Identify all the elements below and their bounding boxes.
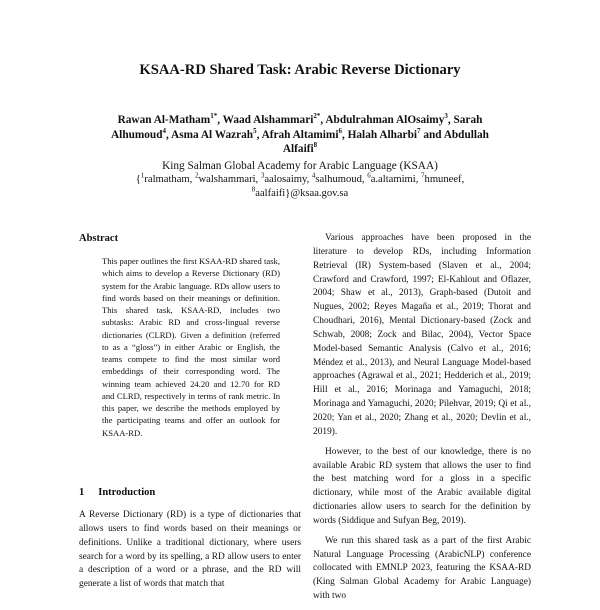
introduction-paragraph: A Reverse Dictionary (RD) is a type of dictionaries that allows users to find words based on their meanings or definitions. Unlike a traditional dictionary, where users search for a word by its spelling, a RD allow users to enter a description of a word or a phrase, and the RD will generate a list of words that match that bbox=[79, 510, 301, 590]
author-name: , Halah Alharbi bbox=[341, 128, 417, 141]
author-name: , Abdulrahman AlOsaimy bbox=[320, 114, 445, 126]
author-name: , Asma Al Wazrah bbox=[166, 128, 254, 141]
email-marker: 3 bbox=[260, 171, 265, 180]
author-name: , Sarah Alhumoud bbox=[111, 114, 483, 141]
author-name: , Afrah Altamimi bbox=[256, 128, 339, 141]
author-name: Rawan Al-Matham bbox=[117, 114, 211, 126]
author-name: , Waad Alshammari bbox=[217, 114, 314, 126]
author-affiliation-marker: 5 bbox=[253, 126, 257, 135]
email-marker: 4 bbox=[311, 171, 316, 180]
right-column bbox=[313, 232, 531, 610]
email-marker: 2 bbox=[194, 171, 199, 180]
gap-paragraph: However, to the best of our knowledge, there is no available Arabic RD system that allows the user to find the best matching word for a gloss in a specific dictionary, while most of the Arabic available digital dictionaries allow users to search for the definition by words (Siddique and Sufyan Beg, 2019). bbox=[313, 446, 531, 526]
email-part: ralmatham, bbox=[144, 174, 195, 185]
author-affiliation-marker: 4 bbox=[162, 126, 167, 135]
section-title: Introduction bbox=[98, 487, 156, 498]
author-affiliation-marker: 8 bbox=[313, 141, 318, 150]
related-work-paragraph: Various approaches have been proposed in the literature to develop RDs, including Information Retrieval (IR) System-based (Slaven et al., 2004; Crawford and Crawford, 1997; El-Kahlout and Oflazer, 2004; Shaw et al., 2013), Graph-based (Dutoit and Nugues, 2002; Reyes Magaña et al., 2019; Thorat and Choudhari, 2016), Mental Dictionary-based (Zock and Schwab, 2008; Zock and Bilac, 2004), Vector Space Model-based Semantic Analysis (Calvo et al., 2016; Méndez et al., 2013), and Neural Language Model-based approaches (Agrawal et al., 2021; Hedderich et al., 2019; Hill et al., 2016; Morinaga and Yamaguchi, 2018; Morinaga and Yamaguchi, 2020; Pilehvar, 2019; Qi et al., 2020; Yan et al., 2020; Zhang et al., 2020; Devlin et al., 2019). bbox=[313, 233, 531, 437]
author-list bbox=[95, 113, 505, 157]
author-affiliation-marker: 2* bbox=[313, 112, 321, 121]
abstract-text: This paper outlines the first KSAA-RD shared task, which aims to develop a Reverse Dictionary (RD) system for the Arabic language. RDs allow users to find words based on their meanings or definition. This shared task, KSAA-RD, includes two subtasks: Arabic RD and cross-lingual reverse dictionaries (CLRD). Given a definition (referred to as a “gloss”) in either Arabic or English, the teams compete to find the most similar word embeddings of their corresponding word. The winning team achieved 24.20 and 12.70 for RD and CLRD, respectively in terms of rank metric. In this paper, we describe the methods employed by the participating teams and offer an outlook for KSAA-RD. bbox=[102, 256, 280, 438]
email-part: aalosaimy, bbox=[264, 174, 312, 185]
email-marker: 7 bbox=[421, 171, 425, 180]
email-part: salhumoud, bbox=[315, 174, 368, 185]
paper-title: KSAA-RD Shared Task: Arabic Reverse Dictionary bbox=[139, 62, 461, 78]
email-part: a.altamimi, bbox=[370, 174, 422, 185]
email-marker: 1 bbox=[140, 171, 145, 180]
email-part: aalfaifi}@ksaa.gov.sa bbox=[255, 188, 349, 199]
author-affiliation-marker: 1* bbox=[210, 112, 218, 121]
author-emails bbox=[105, 173, 495, 201]
shared-task-paragraph: We run this shared task as a part of the first Arabic Natural Language Processing (ArabicNLP) conference collocated with EMNLP 2023, featuring the KSAA-RD (King Salman Global Academy for Arabic Language) with two bbox=[313, 535, 531, 602]
email-marker: 8 bbox=[251, 185, 256, 194]
abstract-heading: Abstract bbox=[79, 233, 119, 244]
email-part: { bbox=[135, 174, 141, 185]
affiliation: King Salman Global Academy for Arabic Language (KSAA) bbox=[162, 160, 438, 172]
email-part: walshammari, bbox=[198, 174, 261, 185]
author-affiliation-marker: 3 bbox=[444, 112, 448, 121]
section-number: 1 bbox=[79, 487, 85, 498]
email-marker: 6 bbox=[367, 171, 371, 180]
section-heading-introduction bbox=[79, 487, 155, 498]
author-affiliation-marker: 7 bbox=[417, 126, 421, 135]
author-affiliation-marker: 6 bbox=[338, 126, 342, 135]
author-name: and Abdullah Alfaifi bbox=[282, 128, 489, 155]
email-part: hmuneef, bbox=[424, 174, 465, 185]
